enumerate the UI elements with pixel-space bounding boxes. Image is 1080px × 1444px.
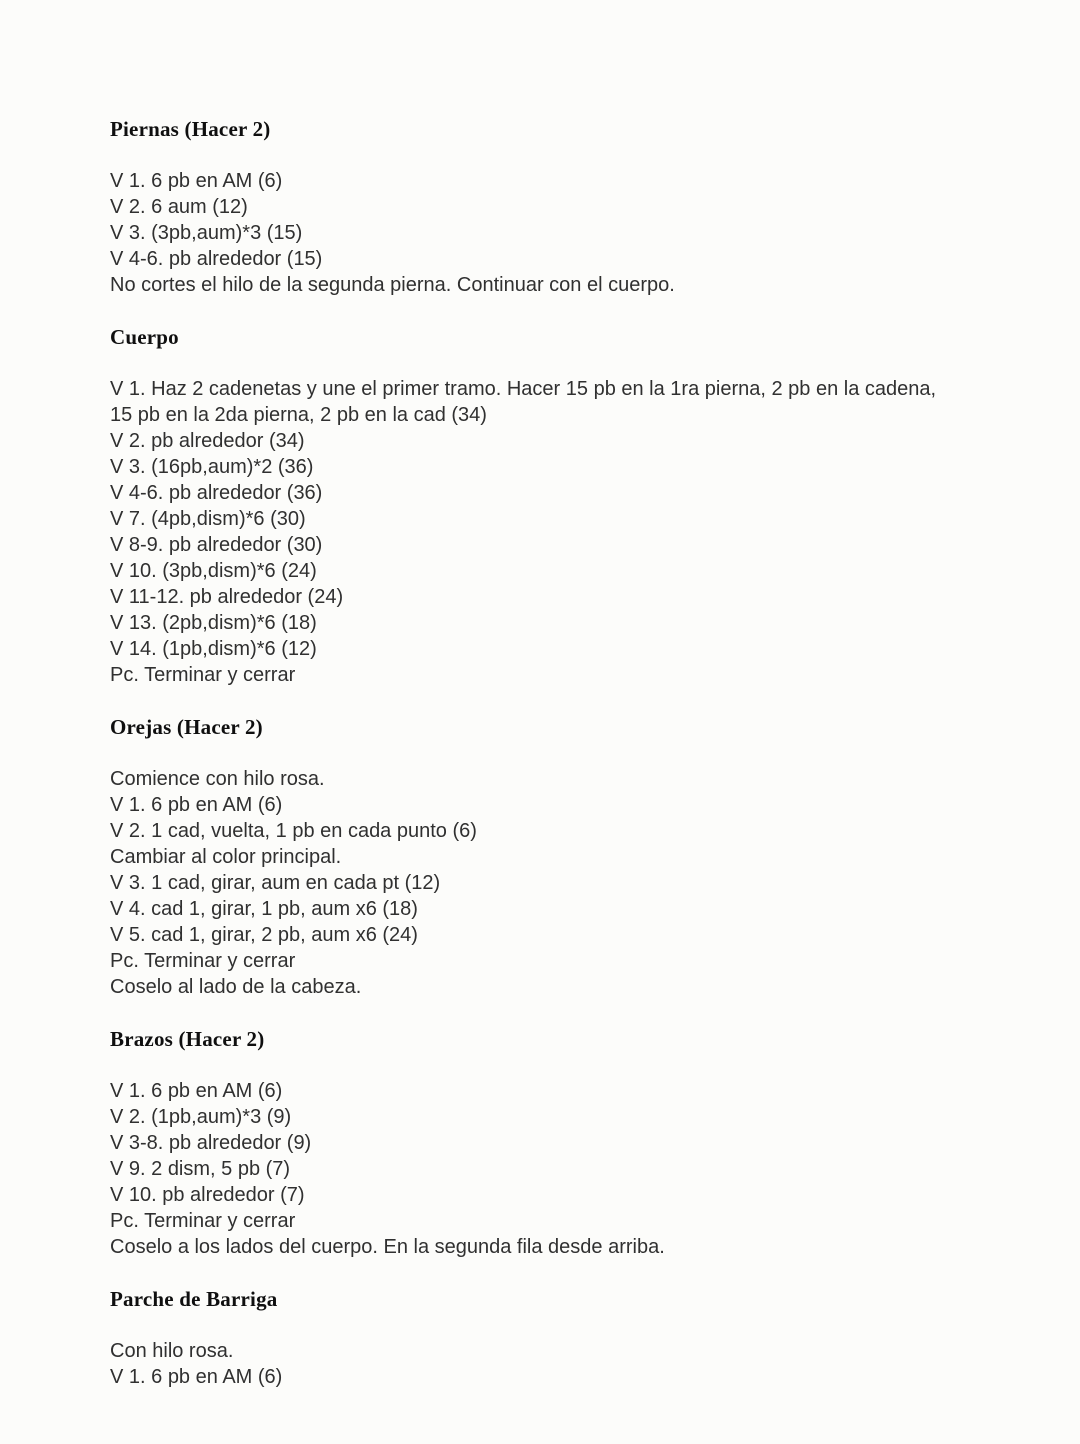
- pattern-line: V 2. 6 aum (12): [110, 196, 248, 218]
- pattern-line: V 1. 6 pb en AM (6): [110, 1080, 283, 1102]
- pattern-line: V 2. (1pb,aum)*3 (9): [110, 1106, 292, 1128]
- pattern-line: V 9. 2 dism, 5 pb (7): [110, 1158, 291, 1180]
- pattern-line: V 13. (2pb,dism)*6 (18): [110, 612, 317, 634]
- pattern-line: V 3. 1 cad, girar, aum en cada pt (12): [110, 872, 441, 894]
- pattern-line: V 1. 6 pb en AM (6): [110, 1366, 283, 1388]
- pattern-line: V 1. Haz 2 cadenetas y une el primer tramo. Hacer 15 pb en la 1ra pierna, 2 pb en la cadena, 15 pb en la 2da pierna, 2 pb en la cad (34): [110, 378, 937, 426]
- pattern-line: V 5. cad 1, girar, 2 pb, aum x6 (24): [110, 924, 418, 946]
- pattern-line: V 3. (3pb,aum)*3 (15): [110, 222, 303, 244]
- section-heading: Brazos (Hacer 2): [110, 1027, 265, 1051]
- section-heading: Cuerpo: [110, 325, 179, 349]
- pattern-section: [110, 1286, 960, 1390]
- section-heading: Piernas (Hacer 2): [110, 117, 271, 141]
- pattern-line: Pc. Terminar y cerrar: [110, 1210, 296, 1232]
- pattern-line: Coselo a los lados del cuerpo. En la segunda fila desde arriba.: [110, 1236, 665, 1258]
- section-heading: Parche de Barriga: [110, 1287, 278, 1311]
- pattern-line: V 3-8. pb alrededor (9): [110, 1132, 312, 1154]
- pattern-line: V 11-12. pb alrededor (24): [110, 586, 344, 608]
- pattern-section: [110, 116, 960, 298]
- pattern-section: [110, 1026, 960, 1260]
- section-heading: Orejas (Hacer 2): [110, 715, 263, 739]
- pattern-line: V 2. 1 cad, vuelta, 1 pb en cada punto (6): [110, 820, 477, 842]
- pattern-line: V 3. (16pb,aum)*2 (36): [110, 456, 314, 478]
- pattern-line: Cambiar al color principal.: [110, 846, 342, 868]
- pattern-line: V 2. pb alrededor (34): [110, 430, 305, 452]
- pattern-line: V 4-6. pb alrededor (15): [110, 248, 323, 270]
- pattern-line: Comience con hilo rosa.: [110, 768, 325, 790]
- pattern-line: V 14. (1pb,dism)*6 (12): [110, 638, 317, 660]
- pattern-line: V 4-6. pb alrededor (36): [110, 482, 323, 504]
- pattern-line: V 1. 6 pb en AM (6): [110, 794, 283, 816]
- pattern-section: [110, 714, 960, 1000]
- pattern-line: Pc. Terminar y cerrar: [110, 950, 296, 972]
- pattern-line: V 4. cad 1, girar, 1 pb, aum x6 (18): [110, 898, 418, 920]
- pattern-line: V 10. (3pb,dism)*6 (24): [110, 560, 317, 582]
- pattern-line: V 7. (4pb,dism)*6 (30): [110, 508, 306, 530]
- crochet-pattern-sections: [110, 116, 960, 1390]
- pattern-line: Con hilo rosa.: [110, 1340, 234, 1362]
- pattern-line: V 8-9. pb alrededor (30): [110, 534, 323, 556]
- pattern-line: No cortes el hilo de la segunda pierna. Continuar con el cuerpo.: [110, 274, 675, 296]
- pattern-line: V 10. pb alrededor (7): [110, 1184, 305, 1206]
- pattern-line: Pc. Terminar y cerrar: [110, 664, 296, 686]
- pattern-line: V 1. 6 pb en AM (6): [110, 170, 283, 192]
- pattern-section: [110, 324, 960, 688]
- pattern-line: Coselo al lado de la cabeza.: [110, 976, 362, 998]
